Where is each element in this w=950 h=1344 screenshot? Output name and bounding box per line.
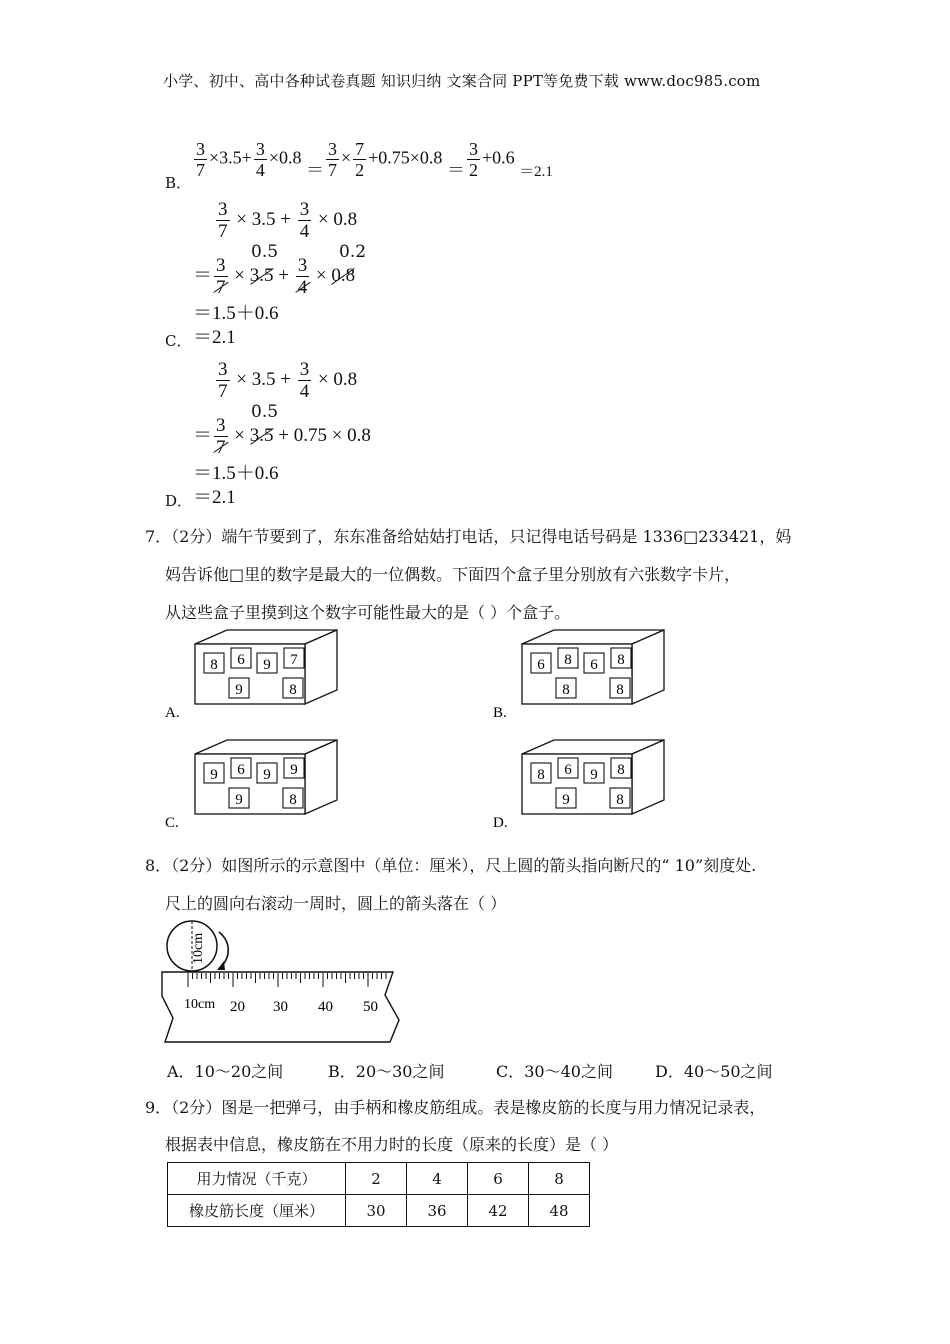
option-d-line2: ＝ $\frac{3}{7}$ × 3.5 + 0.75 × 0.8 (193, 415, 371, 458)
table-cell: 4 (407, 1163, 468, 1195)
svg-text:9: 9 (263, 767, 271, 783)
svg-text:8: 8 (289, 792, 297, 808)
number-card (284, 648, 304, 668)
option-d-line1: $\frac{3}{7}$ × 3.5 + $\frac{3}{4}$ × 0.8 (218, 359, 358, 402)
q7-text-line3: 从这些盒子里摸到这个数字可能性最大的是（ ）个盒子。 (165, 603, 571, 622)
q7-text-line2: 妈告诉他□里的数字是最大的一位偶数。下面四个盒子里分别放有六张数字卡片， (165, 565, 741, 584)
q8-text-line2: 尺上的圆向右滚动一周时，圆上的箭头落在（ ） (165, 894, 507, 913)
svg-text:6: 6 (237, 762, 245, 778)
svg-text:9: 9 (235, 682, 243, 698)
number-card (610, 678, 630, 698)
ruler-label-30: 30 (273, 999, 288, 1015)
ruler-label-20: 20 (230, 999, 245, 1015)
ruler-label-40: 40 (318, 999, 333, 1015)
q9-text-line2: 根据表中信息，橡皮筋在不用力时的长度（原来的长度）是（ ） (165, 1135, 619, 1154)
table-cell: 36 (407, 1195, 468, 1227)
q8-option-d: D．40～50之间 (655, 1062, 773, 1081)
number-card (531, 653, 551, 673)
number-card (610, 788, 630, 808)
svg-text:8: 8 (616, 682, 624, 698)
number-card (231, 648, 251, 668)
svg-text:9: 9 (562, 792, 570, 808)
table-row (168, 1163, 590, 1195)
table-cell: 48 (529, 1195, 590, 1227)
option-d-label: D． (165, 492, 193, 510)
svg-text:8: 8 (210, 657, 218, 673)
option-b-label: B． (165, 174, 192, 192)
option-c-line1: $\frac{3}{7}$ × 3.5 + $\frac{3}{4}$ × 0.8 (218, 199, 358, 242)
table-row (168, 1195, 590, 1227)
q8-option-b: B．20～30之间 (328, 1062, 445, 1081)
q9-text-line1: 9．（2分）图是一把弹弓，由手柄和橡皮筋组成。表是橡皮筋的长度与用力情况记录表， (145, 1098, 766, 1117)
q8-option-c: C．30～40之间 (496, 1062, 613, 1081)
option-d-line3: ＝1.5＋0.6 (193, 463, 279, 484)
svg-text:8: 8 (562, 682, 570, 698)
option-c-line2: ＝ $\frac{3}{7}$ × 3.5 + $\frac{3}{4}$ × 0.8 (193, 255, 356, 298)
option-c-cancel-0.2: 0.2 (339, 242, 367, 262)
svg-text:8: 8 (537, 767, 545, 783)
svg-text:6: 6 (590, 657, 598, 673)
q8-text-line1: 8．（2分）如图所示的示意图中（单位：厘米），尺上圆的箭头指向断尺的“ 10”刻度处. (145, 856, 757, 875)
svg-text:9: 9 (235, 792, 243, 808)
option-c-line4: ＝2.1 (193, 327, 236, 348)
number-card (257, 763, 277, 783)
table-cell: 橡皮筋长度（厘米） (168, 1195, 346, 1227)
number-card (283, 788, 303, 808)
svg-text:9: 9 (290, 762, 298, 778)
table-cell: 30 (346, 1195, 407, 1227)
option-c-line3: ＝1.5＋0.6 (193, 303, 279, 324)
table-cell: 42 (468, 1195, 529, 1227)
option-c-cancel-0.5: 0.5 (251, 242, 279, 262)
number-card (556, 788, 576, 808)
q9-data-table (167, 1162, 590, 1227)
svg-text:9: 9 (210, 767, 218, 783)
svg-text:8: 8 (289, 682, 297, 698)
table-cell: 2 (346, 1163, 407, 1195)
card-box-d (493, 740, 664, 831)
ruler-figure (155, 920, 415, 1045)
svg-text:9: 9 (263, 657, 271, 673)
number-card (283, 678, 303, 698)
card-box-b (493, 630, 664, 721)
svg-text:9: 9 (590, 767, 598, 783)
number-card (229, 788, 249, 808)
svg-text:6: 6 (564, 762, 572, 778)
ruler-label-50: 50 (363, 999, 378, 1015)
number-card (257, 653, 277, 673)
box-option-label: D. (493, 815, 508, 831)
box-option-label: B. (493, 705, 507, 721)
card-box-a (165, 630, 337, 721)
number-card (584, 653, 604, 673)
svg-text:6: 6 (537, 657, 545, 673)
number-card (558, 648, 578, 668)
option-d-cancel-0.5: 0.5 (251, 402, 279, 422)
q8-option-a: A．10～20之间 (167, 1062, 284, 1081)
rotation-arrow-head (217, 961, 225, 970)
number-card (231, 758, 251, 778)
number-card (284, 758, 304, 778)
svg-text:6: 6 (237, 652, 245, 668)
table-cell: 用力情况（千克） (168, 1163, 346, 1195)
number-card (584, 763, 604, 783)
number-card (531, 763, 551, 783)
number-card (556, 678, 576, 698)
table-cell: 8 (529, 1163, 590, 1195)
svg-text:8: 8 (617, 762, 625, 778)
card-box-c (165, 740, 337, 831)
table-cell: 6 (468, 1163, 529, 1195)
ruler-label-10cm: 10cm (184, 997, 216, 1012)
number-card (229, 678, 249, 698)
number-card (611, 648, 631, 668)
option-d-line4: ＝2.1 (193, 487, 236, 508)
number-card (611, 758, 631, 778)
number-card (558, 758, 578, 778)
q7-text-line1: 7．（2分）端午节要到了，东东准备给姑姑打电话，只记得电话号码是 1336□233421，妈 (145, 527, 792, 546)
number-card (204, 653, 224, 673)
number-card (204, 763, 224, 783)
box-option-label: C. (165, 815, 179, 831)
svg-text:8: 8 (617, 652, 625, 668)
page-header: 小学、初中、高中各种试卷真题 知识归纳 文案合同 PPT等免费下载 www.doc985.com (163, 72, 761, 90)
option-b-expression: $\frac{3}{7}$ ×3.5+ $\frac{3}{4}$ ×0.8 ＝ $\frac{3}{7}$ × $\frac{7}{2}$ +0.75×0.8 ＝ $\frac{3}{2}$ +0.6 $_{=2.1}$ (196, 139, 553, 180)
svg-text:7: 7 (290, 652, 298, 668)
box-option-label: A. (165, 705, 180, 721)
option-c-label: C． (165, 332, 192, 350)
circle-diameter-label: 10cm (191, 932, 206, 964)
svg-text:8: 8 (564, 652, 572, 668)
svg-text:8: 8 (616, 792, 624, 808)
q7-boxes-figure (160, 625, 700, 840)
